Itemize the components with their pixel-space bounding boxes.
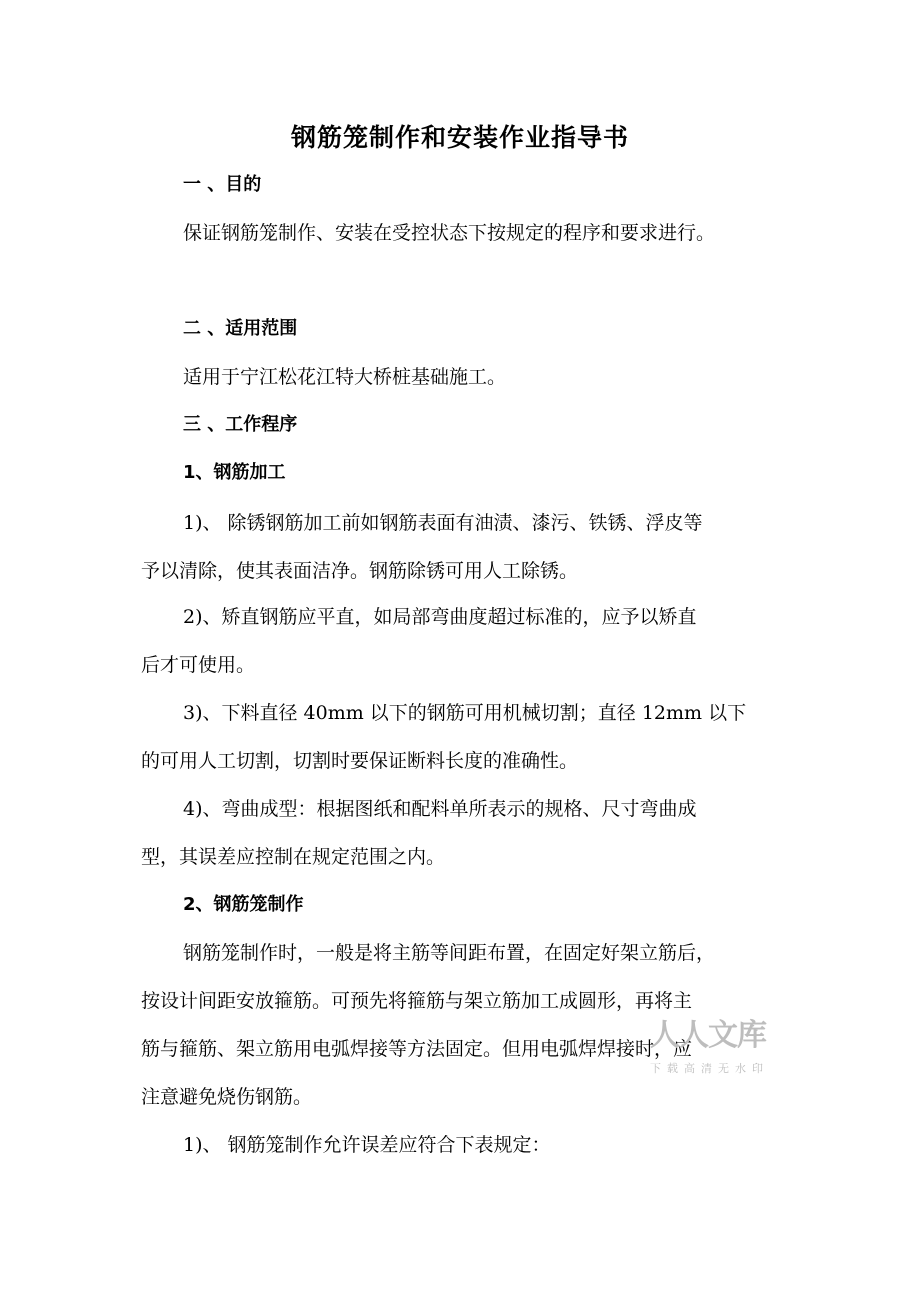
paragraph-line: 注意避免烧伤钢筋。: [141, 1086, 313, 1108]
paragraph-line: 4)、弯曲成型：根据图纸和配料单所表示的规格、尺寸弯曲成: [183, 798, 697, 820]
paragraph-line: 的可用人工切割，切割时要保证断料长度的准确性。: [141, 750, 579, 772]
paragraph-line: 3)、下料直径 40mm 以下的钢筋可用机械切割；直径 12mm 以下: [183, 702, 747, 724]
paragraph-line: 后才可使用。: [141, 654, 256, 676]
watermark-sub-text: 下载高清无水印: [650, 1062, 769, 1075]
paragraph-line: 适用于宁江松花江特大桥桩基础施工。: [183, 366, 507, 388]
paragraph-line: 予以清除，使其表面洁净。钢筋除锈可用人工除锈。: [141, 560, 579, 582]
watermark-main-text: 人人文库: [650, 1018, 766, 1053]
document-title: 钢筋笼制作和安装作业指导书: [290, 123, 629, 152]
section-heading-scope: 二 、适用范围: [183, 318, 298, 339]
paragraph-line: 型，其误差应控制在规定范围之内。: [141, 846, 446, 868]
paragraph-line: 2)、矫直钢筋应平直，如局部弯曲度超过标准的，应予以矫直: [183, 606, 697, 628]
section-heading-purpose: 一 、目的: [183, 174, 262, 195]
paragraph-line: 按设计间距安放箍筋。可预先将箍筋与架立筋加工成圆形，再将主: [141, 990, 693, 1012]
subsection-heading-processing: 1、钢筋加工: [183, 462, 286, 483]
section-heading-procedure: 三 、工作程序: [183, 414, 298, 435]
paragraph-line: 筋与箍筋、架立筋用电弧焊接等方法固定。但用电弧焊焊接时，应: [141, 1038, 693, 1060]
paragraph-line: 保证钢筋笼制作、安装在受控状态下按规定的程序和要求进行。: [183, 222, 716, 244]
watermark-logo: [646, 1010, 774, 1080]
subsection-heading-cage: 2、钢筋笼制作: [183, 894, 304, 915]
paragraph-line: 钢筋笼制作时，一般是将主筋等间距布置，在固定好架立筋后，: [183, 942, 716, 964]
paragraph-line: 1)、 钢筋笼制作允许误差应符合下表规定：: [183, 1134, 551, 1156]
paragraph-line: 1)、 除锈钢筋加工前如钢筋表面有油渍、漆污、铁锈、浮皮等: [183, 512, 703, 534]
